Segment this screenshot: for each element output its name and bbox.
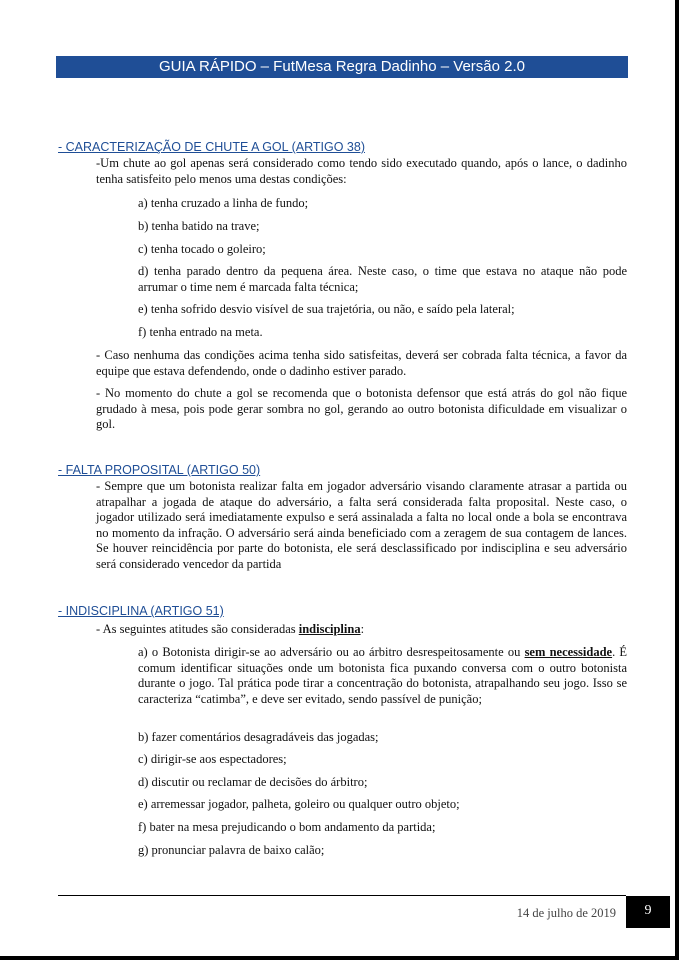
list-item: c) dirigir-se aos espectadores; [138,752,287,766]
intro-emphasis: indisciplina [298,622,361,636]
item-a-rest: . É comum identificar situações onde um botonista fica puxando conversa com o outro botonista durante o jogo. Tal prática pode tirar a concentração do botonista, atrapalhando seu jogo. Isso se caracteriza “catimba”, e deve ser evitado, sendo passível de punição; [138,645,628,706]
section2-body: - Sempre que um botonista realizar falta em jogador adversário visando claramente atrasar a partida ou atrapalhar a jogada de ataque do adversário, a falta será considerada falta proposital. Neste caso, o jogador utilizado será imediatamente expulso e será assinalada a falta no local onde a bola se encontrava no momento da infração. O adversário será ainda beneficiado com a zeragem de sua contagem de lances. Se houver reincidência por parte do botonista, ele será desclassificado por indisciplina e seu adversário será considerado vencedor da partida [96,479,627,571]
header-banner: GUIA RÁPIDO – FutMesa Regra Dadinho – Versão 2.0 [56,56,628,78]
item-a-emphasis: sem necessidade [524,645,613,659]
list-item: b) fazer comentários desagradáveis das jogadas; [138,730,379,744]
list-item: c) tenha tocado o goleiro; [138,242,266,256]
section-title-falta-proposital: - FALTA PROPOSITAL (ARTIGO 50) [58,463,261,477]
list-item: a) tenha cruzado a linha de fundo; [138,196,309,210]
intro-text: - As seguintes atitudes são consideradas [96,622,299,636]
section-title-chute-a-gol: - CARACTERIZAÇÃO DE CHUTE A GOL (ARTIGO 38) [58,140,365,154]
list-item: e) arremessar jogador, palheta, goleiro ou qualquer outro objeto; [138,797,460,811]
list-item: e) tenha sofrido desvio visível de sua trajetória, ou não, e saído pela lateral; [138,302,515,316]
intro-end: : [360,622,365,636]
footer-rule [58,895,626,896]
item-a-text: a) o Botonista dirigir-se ao adversário ou ao árbitro desrespeitosamente ou [138,645,525,659]
page-border-bottom [0,956,679,960]
list-item: d) discutir ou reclamar de decisões do árbitro; [138,775,368,789]
list-item: g) pronunciar palavra de baixo calão; [138,843,325,857]
page-border-right [675,0,679,960]
list-item: f) tenha entrado na meta. [138,325,263,339]
list-item [138,645,627,707]
list-item: b) tenha batido na trave; [138,219,260,233]
section1-note-1: - Caso nenhuma das condições acima tenha sido satisfeitas, deverá ser cobrada falta técnica, a favor da equipe que estava defendendo, onde o dadinho estiver parado. [96,348,627,378]
section1-intro: -Um chute ao gol apenas será considerado como tendo sido executado quando, após o lance, o dadinho tenha satisfeito pelo menos uma destas condições: [96,156,627,186]
list-item: f) bater na mesa prejudicando o bom andamento da partida; [138,820,436,834]
page-number: 9 [626,896,670,928]
footer-date: 14 de julho de 2019 [516,906,616,920]
list-item: d) tenha parado dentro da pequena área. Neste caso, o time que estava no ataque não pode arrumar o time nem é marcada falta técnica; [138,264,627,294]
section3-intro [96,622,627,638]
section-title-indisciplina: - INDISCIPLINA (ARTIGO 51) [58,604,224,618]
section1-note-2: - No momento do chute a gol se recomenda que o botonista defensor que está atrás do gol não fique grudado à mesa, pois pode gerar sombra no gol, gerando ao outro botonista dificuldade em visualizar o gol. [96,386,627,431]
